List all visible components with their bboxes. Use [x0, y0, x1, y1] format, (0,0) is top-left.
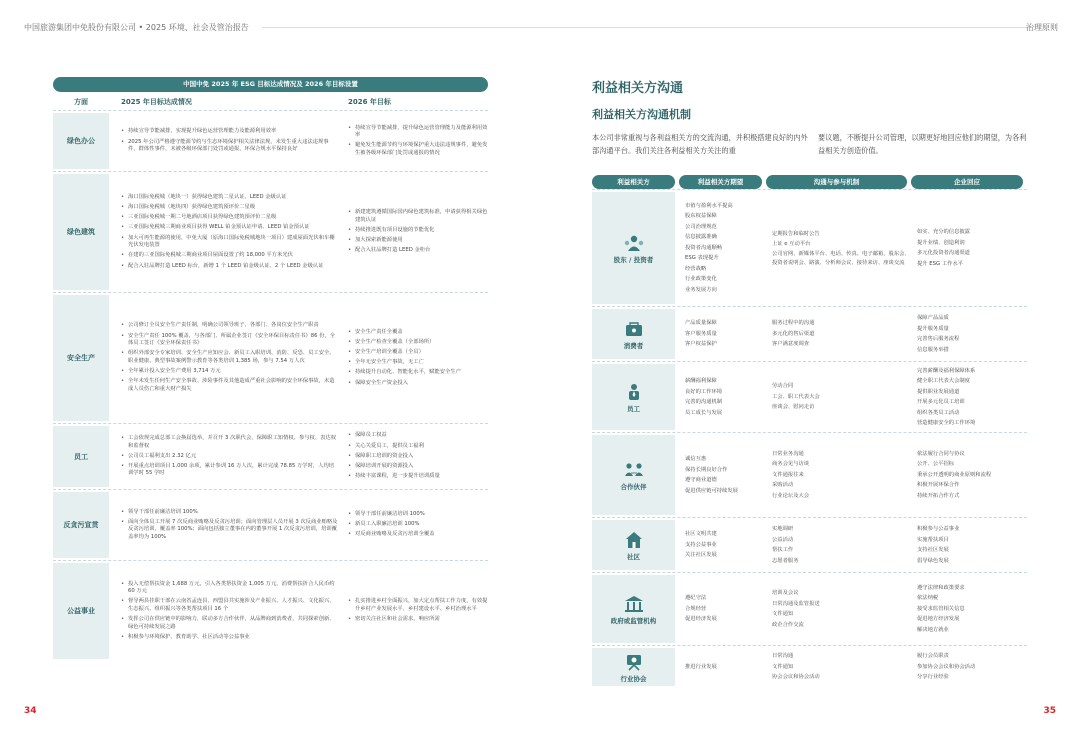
- achieved-item: • 组织外部安全专家培训、安全生产应知应会、新员工入职培训、消防、反恐、员工安全、职业健康、典型事故案例警示教育等各类培训 1,385 场，参与 7.54 万人次: [121, 350, 338, 365]
- mechanism-item: 文件通知: [772, 611, 794, 617]
- mechanism-item: 采购活动: [772, 482, 794, 489]
- response-item: 保障产品品质: [917, 315, 949, 321]
- achieved-item: • 开展重点培训项目 1,000 余项，累计参训 16 万人次，累计完成 78.85 万学时，人均培训学时 55 学时: [121, 463, 338, 478]
- achieved-item: • 领导干部任前廉洁培训 100%: [121, 509, 338, 517]
- mechanism-item: 协会会议和协会活动: [772, 674, 820, 681]
- achieved-item: • 持续宣导节能减排，实现提升绿色运营管理能力及能源利用效率: [121, 128, 338, 136]
- goal-item: • 全年无安全生产事故，无工亡: [348, 359, 488, 367]
- row-category: 绿色建筑: [53, 174, 109, 290]
- expectation-item: 客户服务质量: [685, 330, 717, 337]
- stakeholder-row: [592, 572, 1027, 645]
- mechanism-item: 文件通知: [772, 663, 794, 670]
- stakeholder-name: 消费者: [623, 341, 644, 350]
- mechanism-item: 政企合作交流: [772, 621, 804, 628]
- investor-icon: [623, 233, 645, 253]
- section-subtitle: 利益相关方沟通机制: [592, 108, 691, 121]
- goal-cell: [338, 490, 488, 560]
- response-item: 秉承公开透明的商业原则和流程: [917, 471, 992, 478]
- stakeholder-table: [592, 175, 1027, 688]
- row-category: 反贪污宣贯: [53, 492, 109, 558]
- achieved-cell: [109, 293, 338, 423]
- expectation-item: 促进供应链可持续发展: [685, 487, 738, 494]
- table-row: [53, 423, 488, 489]
- goal-item: • 保障培训开展的资源投入: [348, 463, 488, 471]
- response-item: 提升服务质量: [917, 325, 949, 332]
- achieved-item: • 加大可再生能源的使用，中免大厦（原海口国际免税城地块一项目）建成屋面光伏和车棚光伏发电装置: [121, 235, 338, 250]
- response-item: 接受求监管相关信息: [917, 605, 965, 612]
- stakeholder-row: [592, 189, 1027, 306]
- response-item: 遵守法律和政策要求: [917, 584, 965, 591]
- goal-item: • 持续推进既有项目设施的节能优化: [348, 227, 488, 235]
- response-item: 实施帮扶项目: [917, 536, 949, 543]
- expectation-item: 股东权益保障: [685, 213, 717, 220]
- stakeholder-name: 政府或监管机构: [610, 616, 657, 625]
- expectation-item: 保持长期良好合作: [685, 466, 728, 473]
- mechanism-item: 志愿者服务: [772, 557, 799, 564]
- response-item: 完善薪酬及福利保障体系: [917, 367, 976, 374]
- response-item: 健全职工代表大会制度: [917, 378, 970, 384]
- response-item: 依法履行合同与协议: [917, 450, 965, 457]
- response-cell: [911, 307, 1027, 361]
- response-item: 营造健康安全的工作环境: [917, 420, 976, 426]
- response-item: 如实、充分的信息披露: [917, 229, 970, 235]
- section-title: 利益相关方沟通: [592, 81, 684, 96]
- goal-item: • 配合入驻品牌打造 LEED 金柜台: [348, 247, 488, 255]
- expectation-item: 经营战略: [685, 265, 707, 272]
- stakeholder-category: [592, 435, 675, 515]
- stakeholder-name: 员工: [627, 404, 640, 413]
- response-item: 开展多元化员工培训: [917, 399, 965, 405]
- stakeholder-row: [592, 645, 1027, 688]
- stakeholder-name: 社区: [627, 552, 640, 561]
- stakeholder-name: 行业协会: [620, 674, 647, 683]
- achieved-item: • 三亚国际免税城一期二号地酒店项目获得绿色建筑预评价二星级: [121, 214, 338, 222]
- goal-cell: [338, 172, 488, 292]
- section-label: 治理原则: [1026, 23, 1058, 32]
- mechanism-item: 公司官网、新媒体平台、电话、传真、电子邮箱、股东会、投资者说明会、路演、分析师会议、接待来访、座谈交流: [772, 250, 910, 266]
- goal-cell: [338, 424, 488, 489]
- mechanism-item: 座谈会、慰问走访: [772, 404, 815, 411]
- expectation-item: 推进行业发展: [685, 663, 717, 670]
- response-item: 提供职业发展通道: [917, 388, 960, 395]
- row-category: 安全生产: [53, 295, 109, 421]
- esg-table-header: [53, 94, 488, 110]
- expectation-cell: [679, 307, 766, 361]
- goal-item: • 新建建筑遵循国际国内绿色建筑标准，申请获得相关绿色建筑认证: [348, 209, 488, 224]
- page-number-left: 34: [24, 706, 37, 716]
- mechanism-cell: [766, 190, 911, 306]
- expectation-cell: [679, 646, 766, 688]
- mechanism-item: 服务过程中的沟通: [772, 320, 815, 327]
- stakeholder-row: [592, 432, 1027, 517]
- stakeholder-row: [592, 306, 1027, 361]
- goal-item: • 安全生产检查全覆盖（全部场所）: [348, 339, 488, 347]
- response-item: 信息服务举措: [917, 346, 949, 353]
- goal-cell: [338, 293, 488, 423]
- goal-item: • 避免发生能源节约与环境保护重大违法违规事件，避免发生被各级环保部门处罚或通报的情况: [348, 142, 488, 157]
- expectation-item: 遵守商业道德: [685, 477, 717, 483]
- expectation-item: 行业政策变化: [685, 276, 717, 283]
- expectation-item: ESG 表现提升: [685, 255, 719, 262]
- esg-table-body: [53, 110, 488, 661]
- goal-item: • 持续丰富课程，进一步提升培训质量: [348, 473, 488, 481]
- row-category: 绿色办公: [53, 113, 109, 169]
- mechanism-cell: [766, 646, 911, 688]
- mechanism-item: 行业论坛及大会: [772, 492, 810, 499]
- response-item: 积极开展环保合作: [917, 482, 960, 489]
- achieved-cell: [109, 490, 338, 560]
- response-item: 公开、公平招标: [917, 461, 955, 468]
- response-cell: [911, 646, 1027, 688]
- header-expectation: 利益相关方期望: [679, 175, 762, 189]
- esg-table-title: 中国中免 2025 年 ESG 目标达成情况及 2026 年目标设置: [53, 77, 488, 92]
- expectation-item: 合规经营: [685, 605, 707, 612]
- achieved-item: • 发挥公司在供应链中的影响力，联动多方合作伙伴，从品牌商到消费者，共同探索创新、绿色可持续发展之路: [121, 616, 338, 631]
- achieved-item: • 公司员工福利支出 2.32 亿元: [121, 453, 338, 461]
- goal-item: • 安全生产培训全覆盖（全员）: [348, 349, 488, 357]
- achieved-item: • 2025 年公司严格遵守能源节约与生态环境保护相关法律法规，未发生重大违法违规事件，群体性事件，未被各级环保部门处罚或通报，环保合规水平保持良好: [121, 139, 338, 154]
- community-icon: [623, 530, 645, 550]
- mechanism-cell: [766, 362, 911, 432]
- achieved-cell: [109, 111, 338, 171]
- expectation-item: 公司治理规范: [685, 223, 717, 230]
- response-item: 依法纳税: [917, 595, 939, 602]
- response-item: 持续开拓合作方式: [917, 492, 960, 499]
- mechanism-item: 劳动合同: [772, 383, 794, 390]
- expectation-cell: [679, 573, 766, 645]
- response-cell: [911, 573, 1027, 645]
- response-item: 积极参与公益事业: [917, 526, 960, 532]
- achieved-cell: [109, 172, 338, 292]
- response-item: 支持社区发展: [917, 547, 949, 553]
- stakeholder-category: [592, 364, 675, 430]
- mechanism-cell: [766, 433, 911, 517]
- achieved-item: • 安全生产责任 100% 覆盖，与各部门、所属企业签订《安全环保目标责任书》86 份，全体员工签订《安全环保责任书》: [121, 333, 338, 348]
- mechanism-item: 日常沟通及监管报送: [772, 600, 820, 607]
- achieved-cell: [109, 424, 338, 489]
- response-item: 促进地方经济发展: [917, 616, 960, 623]
- mechanism-cell: [766, 573, 911, 645]
- goal-cell: [338, 561, 488, 661]
- government-icon: [623, 594, 645, 614]
- page-number-right: 35: [1043, 706, 1056, 716]
- expectation-item: 良好的工作环境: [685, 388, 723, 395]
- expectation-item: 薪酬福利保障: [685, 378, 717, 384]
- expectation-cell: [679, 433, 766, 517]
- stakeholder-row: [592, 517, 1027, 572]
- achieved-item: • 公司修订全员安全生产责任制，明确公司领导班子、各部门、各岗位安全生产职责: [121, 322, 338, 330]
- achieved-item: • 投入无偿帮扶资金 1,688 万元，引入各类帮扶资金 1,005 万元，消费帮扶折合人民币约 60 万元: [121, 581, 338, 596]
- table-row: [53, 292, 488, 423]
- report-header: 中国旅游集团中免股份有限公司 • 2025 环境、社会及管治报告: [24, 23, 249, 32]
- employee-icon: [623, 382, 645, 402]
- expectation-item: 促进经济发展: [685, 616, 717, 623]
- response-item: 组织各类员工活动: [917, 409, 960, 416]
- response-item: 解决地方就业: [917, 626, 949, 633]
- mechanism-item: 商务会见与访谈: [772, 461, 810, 468]
- intro-paragraph-2: 要议题，不断提升公司管理，以期更好地回应他们的期望，为各利益相关方创造价值。: [818, 133, 1027, 155]
- expectation-cell: [679, 518, 766, 572]
- mechanism-item: 客户满意度调查: [772, 341, 810, 348]
- response-item: 履行会员职责: [917, 653, 949, 660]
- achieved-cell: [109, 561, 338, 661]
- response-item: 提升业绩、创造利润: [917, 239, 965, 246]
- header-2025: 2025 年目标达成情况: [121, 98, 192, 106]
- mechanism-item: 日常沟通: [772, 653, 794, 660]
- mechanism-item: 定期报告和临时公告: [772, 230, 820, 237]
- expectation-item: 产品质量保障: [685, 320, 717, 327]
- achieved-item: • 配合入驻品牌打造 LEED 标台，新增 1 个 LEED 铂金级认证、2 个 LEED 金级认证: [121, 263, 338, 271]
- response-cell: [911, 518, 1027, 572]
- response-item: 倡导绿色发展: [917, 557, 949, 564]
- goal-item: • 保障职工培训的资金投入: [348, 453, 488, 461]
- achieved-item: • 全年未发生任何生产安全事故、涉险事件及其他造成严重社会影响的安全环保事故，未造成人员伤亡和重大财产损失: [121, 378, 338, 393]
- mechanism-cell: [766, 307, 911, 361]
- header-stakeholder: 利益相关方: [592, 175, 675, 189]
- goal-item: • 新员工入职廉洁培训 100%: [348, 521, 488, 529]
- esg-target-table: [53, 77, 488, 661]
- mechanism-item: 帮扶工作: [772, 547, 794, 553]
- row-category: 公益事业: [53, 563, 109, 659]
- expectation-item: 遵纪守法: [685, 595, 707, 602]
- expectation-item: 社区文明共建: [685, 531, 717, 538]
- table-row: [53, 560, 488, 661]
- goal-item: • 扎实推进乡村全面振兴，加大定点帮扶工作力度，有效提升乡村产业发展水平、乡村建设水平、乡村治理水平: [348, 598, 488, 613]
- expectation-item: 关注社区发展: [685, 552, 717, 559]
- stakeholder-name: 合作伙伴: [620, 482, 647, 491]
- mechanism-item: 公益活动: [772, 536, 794, 543]
- achieved-item: • 督导两县挂职干部在云南省孟连县、西盟县共实施涉及产业振兴、人才振兴、文化振兴、生态振兴、组织振兴等各类帮扶项目 16 个: [121, 598, 338, 613]
- achieved-item: • 积极参与环境保护、教育助学、社区活动等公益事业: [121, 634, 338, 642]
- expectation-item: 员工成长与发展: [685, 409, 723, 416]
- header-aspect: 方面: [74, 98, 88, 106]
- stakeholder-name: 股东 / 投资者: [613, 255, 654, 264]
- stakeholder-category: [592, 520, 675, 570]
- goal-item: • 领导干部任前廉洁培训 100%: [348, 511, 488, 519]
- expectation-item: 客户权益保护: [685, 341, 717, 348]
- mechanism-item: 培训及会议: [772, 590, 799, 596]
- mechanism-item: 日常业务沟通: [772, 450, 804, 457]
- response-item: 多元化投资者沟通渠道: [917, 250, 970, 256]
- header-mechanism: 沟通与参与机制: [766, 175, 907, 189]
- partner-icon: [623, 460, 645, 480]
- stakeholder-row: [592, 361, 1027, 432]
- stakeholder-category: [592, 192, 675, 304]
- header-divider: [262, 27, 1031, 28]
- achieved-item: • 海口国际免税城（地块四）获得绿色建筑预评价二星级: [121, 204, 338, 212]
- goal-item: • 持续提升自动化、智能化水平，赋能安全生产: [348, 369, 488, 377]
- achieved-item: • 面向全体员工开展 7 次反商业贿赂及反贪污培训；面向管理层人员开展 3 次反商业贿赂及反贪污培训，覆盖率 100%；面向包括独立董事在内的董事开展 1 次反贪污培训，培训覆盖率均为 100%: [121, 519, 338, 542]
- achieved-item: • 在建的三亚国际免税城三期商业项目屋面设置了约 18,000 平方米光伏: [121, 252, 338, 260]
- response-item: 提升 ESG 工作水平: [917, 260, 963, 267]
- table-row: [53, 489, 488, 560]
- goal-item: • 保障员工权益: [348, 432, 488, 440]
- expectation-cell: [679, 362, 766, 432]
- expectation-item: 业务发展方向: [685, 286, 717, 293]
- response-item: 分享行业经验: [917, 674, 949, 681]
- mechanism-item: 工会、职工代表大会: [772, 393, 820, 400]
- consumer-icon: [623, 319, 645, 339]
- mechanism-item: 上证 e 互动平台: [772, 241, 811, 247]
- response-cell: [911, 433, 1027, 517]
- expectation-cell: [679, 190, 766, 306]
- header-response: 企业回应: [911, 175, 1023, 189]
- stakeholder-category: [592, 575, 675, 643]
- achieved-item: • 海口国际免税城（地块一）获得绿色建筑二星认证、LEED 金级认证: [121, 194, 338, 202]
- row-category: 员工: [53, 426, 109, 487]
- mechanism-cell: [766, 518, 911, 572]
- goal-item: • 保障安全生产资金投入: [348, 380, 488, 388]
- goal-item: • 持续宣导节能减排，提升绿色运营管理能力及能源利用效率: [348, 125, 488, 140]
- mechanism-item: 实地调研: [772, 526, 794, 532]
- expectation-item: 支持公益事业: [685, 541, 717, 548]
- table-row: [53, 110, 488, 171]
- response-item: 参加协会会议和协会活动: [917, 663, 976, 670]
- stakeholder-table-header: [592, 175, 1027, 189]
- expectation-item: 信息披露准确: [685, 234, 717, 241]
- expectation-item: 市值与盈利水平提高: [685, 202, 733, 209]
- stakeholder-category: [592, 648, 675, 686]
- stakeholder-table-body: [592, 189, 1027, 688]
- achieved-item: • 全年累计投入安全生产费用 3,714 万元: [121, 368, 338, 376]
- goal-item: • 关心关爱员工，提供员工福利: [348, 443, 488, 451]
- table-row: [53, 171, 488, 292]
- association-icon: [623, 652, 645, 672]
- goal-item: • 加大探索新能源使用: [348, 237, 488, 245]
- goal-item: • 密切关注社区和社会需求，响应所需: [348, 616, 488, 624]
- intro-paragraph-1: 本公司非常重视与各利益相关方的交流沟通，并积极搭建良好的内外部沟通平台。我们关注各利益相关方关注的重: [592, 133, 808, 155]
- goal-item: • 对反商业贿赂及反贪污培训全覆盖: [348, 531, 488, 539]
- expectation-item: 完善的沟通机制: [685, 399, 723, 405]
- response-cell: [911, 190, 1027, 306]
- achieved-item: • 工会依规完成总部工会换届选举，并召开 3 次职代会，保障职工知情权、参与权、表达权和监督权: [121, 435, 338, 450]
- header-2026: 2026 年目标: [348, 98, 391, 106]
- achieved-item: • 三亚国际免税城三期商业项目获得 WELL 铂金预认证申请、LEED 铂金预认证: [121, 224, 338, 232]
- mechanism-item: 多元化的售后渠道: [772, 330, 815, 337]
- stakeholder-category: [592, 309, 675, 359]
- mechanism-item: 文件通报往来: [772, 471, 804, 478]
- goal-item: • 安全生产责任全覆盖: [348, 329, 488, 337]
- expectation-item: 诚信互惠: [685, 456, 707, 462]
- goal-cell: [338, 111, 488, 171]
- response-cell: [911, 362, 1027, 432]
- expectation-item: 投资者沟通顺畅: [685, 244, 723, 251]
- response-item: 完善售后服务流程: [917, 336, 960, 342]
